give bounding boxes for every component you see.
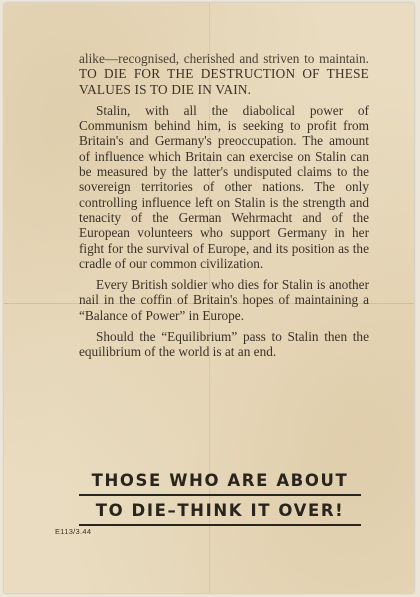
paragraph-4: Should the “Equilibrium” pass to Stalin then the equilibrium of the world is at an end. — [79, 329, 369, 360]
paragraph-3: Every British soldier who dies for Stalin is another nail in the coffin of Britain's hopes of maintaining a “Balance of Power” in Europe. — [79, 277, 369, 323]
leaflet-text — [79, 51, 369, 366]
paragraph-2: Stalin, with all the diabolical power of Communism behind him, is seeking to profit from Britain's and Germany's preoccupation. The amount of influence which Britain can exercise on Stalin can be measured by the latter's undisputed claims to the sovereign territories of other nations. The only controlling influence left on Stalin is the strength and tenacity of the German Wehrmacht and of the European volunteers who support Germany in her fight for the survival of Europe, and its position as the cradle of our common civilization. — [79, 102, 369, 271]
paragraph-1-caps: TO DIE FOR THE DESTRUCTION OF THESE VALUES IS TO DIE IN VAIN. — [79, 66, 369, 97]
slogan-line-2: TO DIE–THINK IT OVER! — [79, 500, 361, 526]
paragraph-1-fragment: alike—recognised, cherished and striven to maintain. — [79, 51, 369, 66]
leaflet-code: E113/3.44 — [55, 527, 92, 536]
paragraph-1 — [79, 51, 369, 97]
slogan-line-1: THOSE WHO ARE ABOUT — [79, 470, 361, 496]
slogan — [79, 470, 361, 530]
